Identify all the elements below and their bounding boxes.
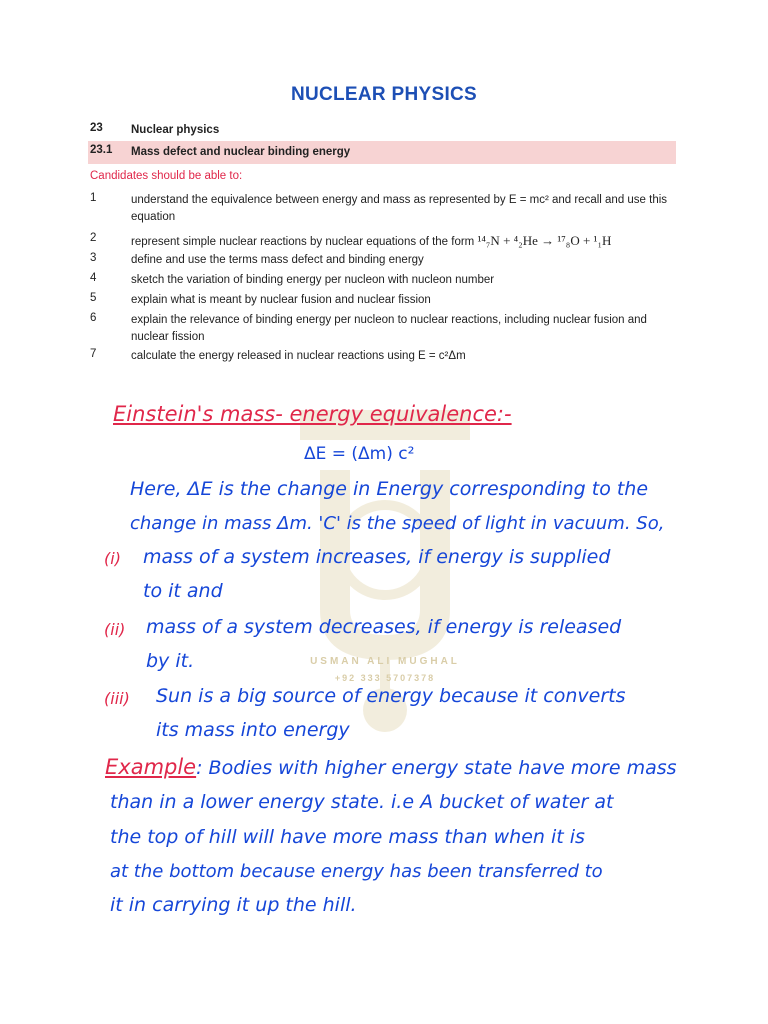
item-text: explain what is meant by nuclear fusion and nuclear fission xyxy=(131,294,431,306)
item-text: understand the equivalence between energy and mass as represented by E = mc² and recall and use this equation xyxy=(131,194,668,223)
notes-line: at the bottom because energy has been transferred to xyxy=(110,861,603,882)
notes-line: change in mass Δm. 'C' is the speed of light in vacuum. So, xyxy=(130,513,665,534)
notes-line: : Bodies with higher energy state have more mass xyxy=(196,757,677,779)
watermark-phone: +92 333 5707378 xyxy=(334,673,436,683)
example-block xyxy=(105,755,677,779)
example-label: Example xyxy=(105,755,197,779)
notes-line: mass of a system decreases, if energy is released xyxy=(146,616,622,638)
notes-line: it in carrying it up the hill. xyxy=(110,894,357,916)
nuclear-equation: ¹⁴₇N + ⁴₂He → ¹⁷₈O + ¹₁H xyxy=(477,233,612,248)
item-text: sketch the variation of binding energy per nucleon with nucleon number xyxy=(131,274,495,286)
section-number: 23 xyxy=(90,122,103,134)
point-marker: (ii) xyxy=(104,620,126,639)
notes-line: by it. xyxy=(146,650,195,672)
item-number: 3 xyxy=(90,252,97,264)
notes-line: the top of hill will have more mass than when it is xyxy=(110,826,585,848)
syllabus-intro: Candidates should be able to: xyxy=(90,170,243,182)
item-number: 7 xyxy=(90,348,97,360)
subsection-number: 23.1 xyxy=(90,144,113,156)
item-number: 5 xyxy=(90,292,97,304)
item-number: 6 xyxy=(90,312,97,324)
item-text: define and use the terms mass defect and binding energy xyxy=(131,254,424,266)
item-text: explain the relevance of binding energy per nucleon to nuclear reactions, including nuclear fusion and nuclear fission xyxy=(131,314,647,343)
watermark-name: USMAN ALI MUGHAL xyxy=(310,656,460,667)
notes-line: to it and xyxy=(143,580,223,602)
notes-line: than in a lower energy state. i.e A bucket of water at xyxy=(110,791,614,813)
subsection-row xyxy=(88,141,676,164)
page-title: NUCLEAR PHYSICS xyxy=(290,84,478,105)
syllabus-table xyxy=(88,120,676,370)
item-number: 4 xyxy=(90,272,97,284)
point-marker: (i) xyxy=(104,549,121,568)
item-number: 1 xyxy=(90,192,97,204)
subsection-title: Mass defect and nuclear binding energy xyxy=(131,146,351,158)
notes-heading: Einstein's mass- energy equivalence:- xyxy=(113,402,512,426)
item-number: 2 xyxy=(90,232,97,244)
item-text-part: represent simple nuclear reactions by nuclear equations of the form xyxy=(131,236,475,248)
notes-line: Sun is a big source of energy because it converts xyxy=(156,685,626,707)
notes-line: its mass into energy xyxy=(156,719,350,741)
item-text: calculate the energy released in nuclear reactions using E = c²Δm xyxy=(131,350,466,362)
notes-formula: ΔE = (Δm) c² xyxy=(304,444,415,464)
item-text xyxy=(131,232,676,251)
notes-line: mass of a system increases, if energy is supplied xyxy=(143,546,611,568)
point-marker: (iii) xyxy=(104,689,130,708)
notes-line: Here, ΔE is the change in Energy corresponding to the xyxy=(130,478,649,500)
section-title: Nuclear physics xyxy=(131,124,220,136)
